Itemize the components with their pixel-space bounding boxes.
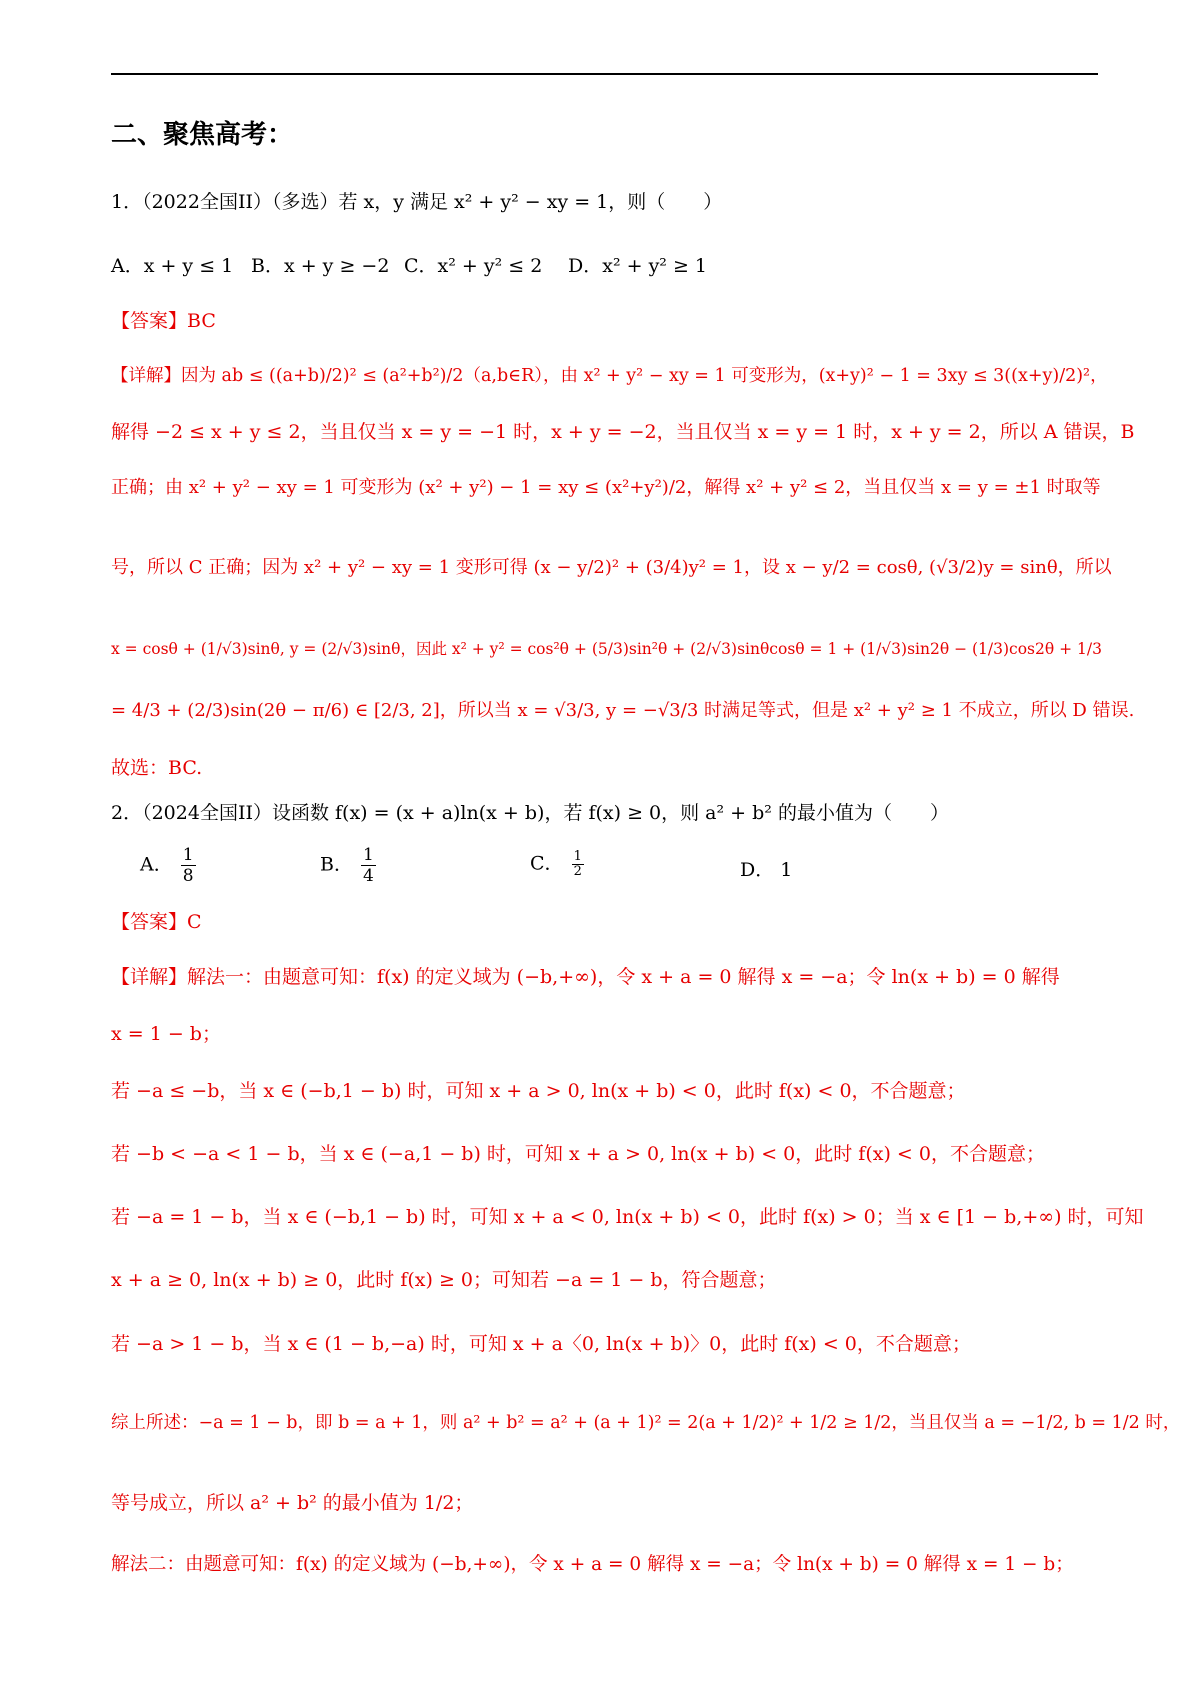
q1-detail-line-2: 解得 −2 ≤ x + y ≤ 2，当且仅当 x = y = −1 时，x + y = −2，当且仅当 x = y = 1 时，x + y = 2，所以 A 错误，B (111, 421, 1135, 443)
top-rule (111, 73, 1098, 75)
q2-option-a-numerator: 1 (182, 845, 194, 865)
q2-option-a-letter: A． (140, 853, 173, 876)
q2-detail-line-10: 解法二：由题意可知：f(x) 的定义域为 (−b,+∞)，令 x + a = 0 解得 x = −a；令 ln(x + b) = 0 解得 x = 1 − b； (111, 1554, 1074, 1575)
q2-detail-line-8: 综上所述：−a = 1 − b，即 b = a + 1，则 a² + b² = a² + (a + 1)² = 2(a + 1/2)² + 1/2 ≥ 1/2，当且仅当 a = −1/2, b = 1/2 时， (111, 1413, 1181, 1433)
q2-option-b-denominator: 4 (363, 866, 374, 886)
q1-option-b: B．x + y ≥ −2 (251, 255, 390, 277)
q2-stem: 2．（2024全国II）设函数 f(x) = (x + a)ln(x + b)，若 f(x) ≥ 0，则 a² + b² 的最小值为（ ） (111, 802, 949, 824)
q2-detail-line-9: 等号成立，所以 a² + b² 的最小值为 1/2； (111, 1492, 474, 1514)
q2-option-a-denominator: 8 (182, 866, 194, 886)
q1-detail-line-4: 号，所以 C 正确；因为 x² + y² − xy = 1 变形可得 (x − y/2)² + (3/4)y² = 1，设 x − y/2 = cosθ, (√3/2)y = sinθ，所以 (111, 557, 1112, 578)
q2-detail-line-4: 若 −b < −a < 1 − b，当 x ∈ (−a,1 − b) 时，可知 x + a > 0, ln(x + b) < 0，此时 f(x) < 0，不合题意； (111, 1143, 1045, 1165)
q1-detail-line-5: x = cosθ + (1/√3)sinθ, y = (2/√3)sinθ，因此 x² + y² = cos²θ + (5/3)sin²θ + (2/√3)sinθcosθ = 1 + (1/√3)sin2θ − (1/3)cos2θ + 1/3 (111, 640, 1102, 658)
q2-answer: 【答案】C (111, 911, 202, 933)
q2-detail-line-3: 若 −a ≤ −b，当 x ∈ (−b,1 − b) 时，可知 x + a > 0, ln(x + b) < 0，此时 f(x) < 0，不合题意； (111, 1080, 966, 1102)
q2-option-c-letter: C． (530, 852, 564, 875)
q1-detail-line-3: 正确；由 x² + y² − xy = 1 可变形为 (x² + y²) − 1 = xy ≤ (x²+y²)/2，解得 x² + y² ≤ 2，当且仅当 x = y = ±1 时取等 (111, 477, 1101, 498)
q2-detail-line-2: x = 1 − b； (111, 1023, 221, 1045)
q2-option-c-denominator: 2 (573, 864, 582, 879)
q1-option-d: D．x² + y² ≥ 1 (568, 255, 708, 277)
q2-option-d-value: 1 (780, 859, 793, 881)
section-heading: 二、聚焦高考： (111, 120, 294, 150)
q1-answer: 【答案】BC (111, 310, 216, 332)
q2-option-d (740, 857, 792, 883)
q2-option-d-letter: D． (740, 859, 775, 881)
q2-option-b (320, 845, 378, 886)
q2-option-b-numerator: 1 (363, 845, 374, 865)
q1-detail-line-1: 【详解】因为 ab ≤ ((a+b)/2)² ≤ (a²+b²)/2（a,b∈R），由 x² + y² − xy = 1 可变形为，(x+y)² − 1 = 3xy ≤ 3((x+y)/2)²， (111, 366, 1108, 386)
q1-option-c: C．x² + y² ≤ 2 (404, 255, 543, 277)
q1-conclusion: 故选：BC. (111, 757, 203, 779)
q1-stem: 1．（2022全国II）（多选）若 x，y 满足 x² + y² − xy = 1，则（ ） (111, 191, 723, 213)
q2-detail-line-5: 若 −a = 1 − b，当 x ∈ (−b,1 − b) 时，可知 x + a < 0, ln(x + b) < 0，此时 f(x) > 0；当 x ∈ [1 − b,+∞) 时，可知 (111, 1206, 1144, 1228)
q2-option-c-numerator: 1 (573, 849, 582, 864)
q1-detail-line-6: = 4/3 + (2/3)sin(2θ − π/6) ∈ [2/3, 2]，所以当 x = √3/3, y = −√3/3 时满足等式，但是 x² + y² ≥ 1 不成立，所以 D 错误. (111, 700, 1135, 721)
q2-option-c (530, 850, 586, 879)
q2-detail-line-7: 若 −a > 1 − b，当 x ∈ (1 − b,−a) 时，可知 x + a〈0, ln(x + b)〉0，此时 f(x) < 0，不合题意； (111, 1333, 971, 1355)
q2-option-b-letter: B． (320, 853, 353, 876)
q2-detail-line-6: x + a ≥ 0, ln(x + b) ≥ 0，此时 f(x) ≥ 0；可知若 −a = 1 − b，符合题意； (111, 1269, 777, 1291)
q2-option-b-fraction (361, 845, 376, 886)
q2-option-c-fraction (572, 850, 584, 879)
q2-option-a-fraction (181, 845, 196, 886)
q2-option-a (140, 845, 198, 886)
q1-option-a: A．x + y ≤ 1 (111, 255, 234, 277)
q2-detail-line-1: 【详解】解法一：由题意可知：f(x) 的定义域为 (−b,+∞)，令 x + a = 0 解得 x = −a；令 ln(x + b) = 0 解得 (111, 966, 1060, 988)
